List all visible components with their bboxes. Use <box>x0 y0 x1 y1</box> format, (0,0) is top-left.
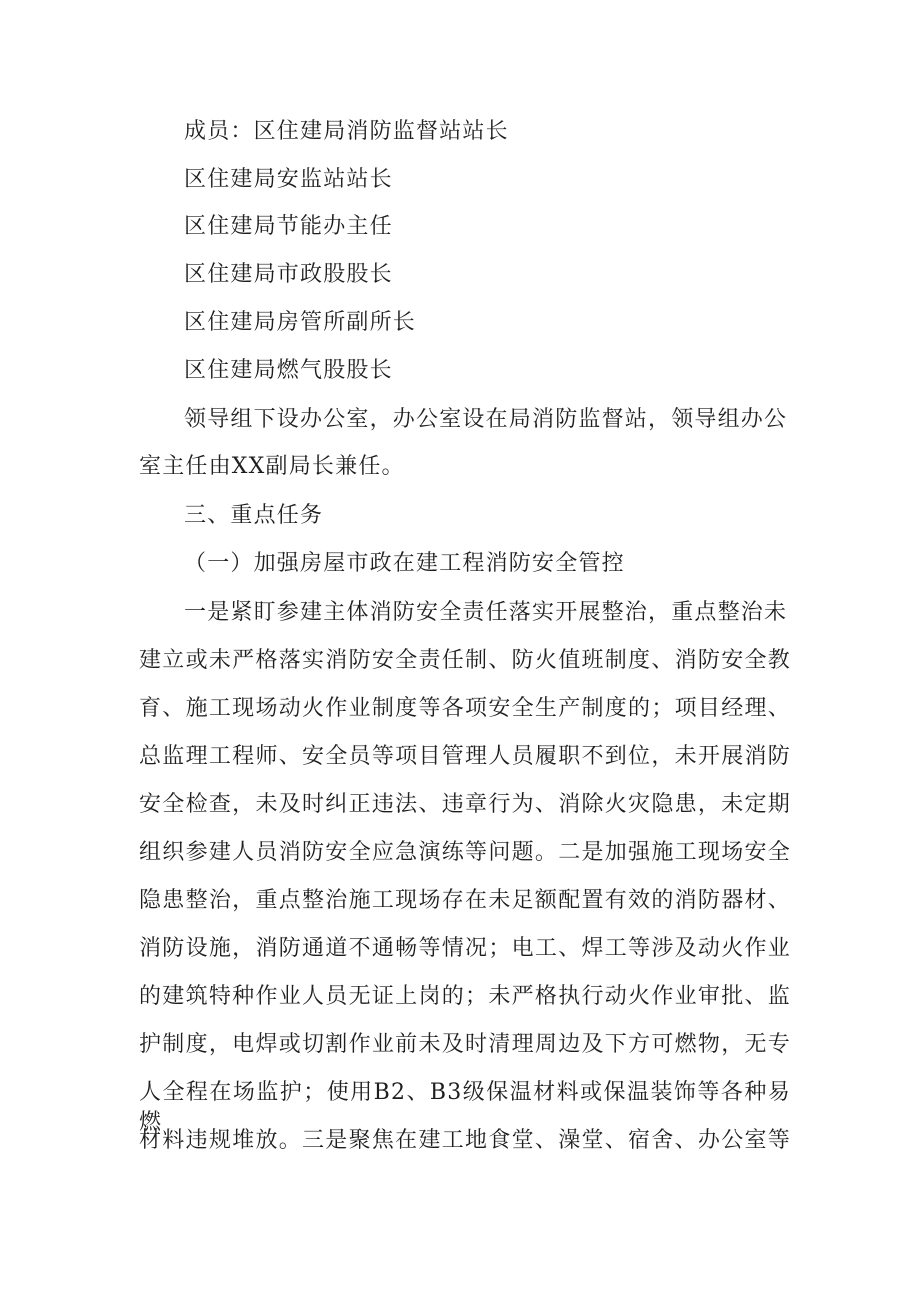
body-paragraph-line: 育、施工现场动火作业制度等各项安全生产制度的；项目经理、 <box>139 696 791 721</box>
body-paragraph-line: 总监理工程师、安全员等项目管理人员履职不到位，未开展消防 <box>139 744 791 769</box>
body-paragraph-line: 材料违规堆放。三是聚焦在建工地食堂、澡堂、宿舍、办公室等 <box>139 1128 791 1153</box>
body-paragraph-line: 建立或未严格落实消防安全责任制、防火值班制度、消防安全教 <box>139 648 791 673</box>
body-paragraph-line: 护制度，电焊或切割作业前未及时清理周边及下方可燃物，无专 <box>139 1032 791 1057</box>
member-line: 区住建局房管所副所长 <box>184 310 417 335</box>
body-paragraph-line-1: 一是紧盯参建主体消防安全责任落实开展整治，重点整治未 <box>184 600 788 625</box>
member-line: 区住建局市政股股长 <box>184 262 393 287</box>
members-first-line: 成员：区住建局消防监督站站长 <box>184 119 509 144</box>
body-paragraph-line: 的建筑特种作业人员无证上岗的；未严格执行动火作业审批、监 <box>139 984 791 1009</box>
member-line: 区住建局燃气股股长 <box>184 358 393 383</box>
body-paragraph-line: 隐患整治，重点整治施工现场存在未足额配置有效的消防器材、 <box>139 888 791 913</box>
member-line: 区住建局安监站站长 <box>184 167 393 192</box>
section-heading: 三、重点任务 <box>184 503 324 528</box>
body-paragraph-line: 安全检查，未及时纠正违法、违章行为、消除火灾隐患，未定期 <box>139 792 791 817</box>
body-paragraph-line: 消防设施，消防通道不通畅等情况；电工、焊工等涉及动火作业 <box>139 936 791 961</box>
office-paragraph-line-1: 领导组下设办公室，办公室设在局消防监督站，领导组办公 <box>184 407 788 432</box>
office-paragraph-line-2: 室主任由XX副局长兼任。 <box>139 454 405 479</box>
subsection-heading: （一）加强房屋市政在建工程消防安全管控 <box>184 551 625 576</box>
member-line: 区住建局节能办主任 <box>184 214 393 239</box>
body-paragraph-line: 组织参建人员消防安全应急演练等问题。二是加强施工现场安全 <box>139 840 791 865</box>
body-paragraph-line: 人全程在场监护；使用B2、B3级保温材料或保温装饰等各种易燃 <box>139 1080 791 1135</box>
